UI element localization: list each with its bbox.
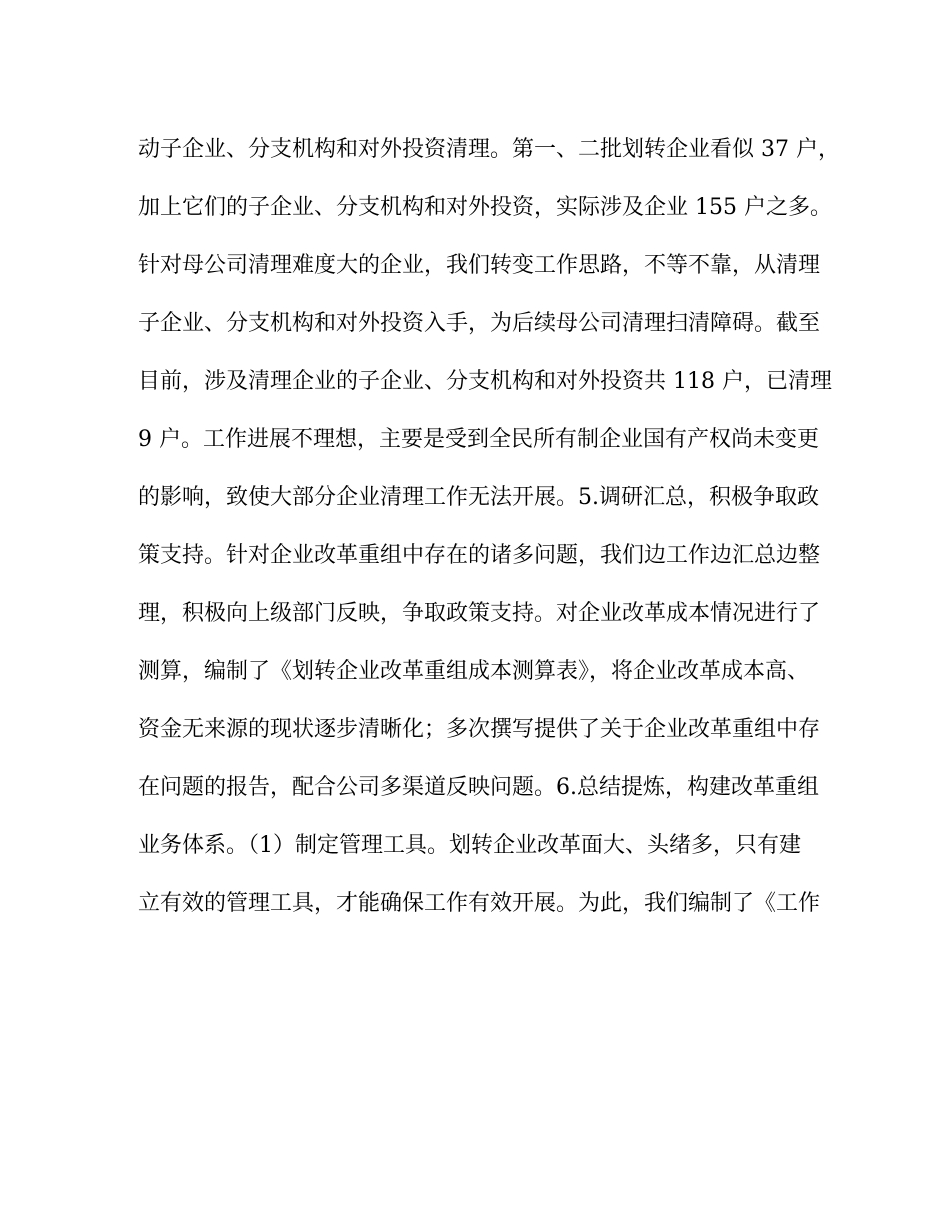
text-line-1: 动子企业、分支机构和对外投资清理。第一、二批划转企业看似 37 户， <box>138 137 840 162</box>
text-line-9: 理，积极向上级部门反映，争取政策支持。对企业改革成本情况进行了 <box>138 601 821 626</box>
text-line-4: 子企业、分支机构和对外投资入手，为后续母公司清理扫清障碍。截至 <box>138 311 821 336</box>
body-text <box>138 121 840 933</box>
text-line-10: 测算，编制了《划转企业改革重组成本测算表》，将企业改革成本高、 <box>138 659 810 684</box>
text-line-12: 在问题的报告，配合公司多渠道反映问题。6.总结提炼，构建改革重组 <box>138 775 819 800</box>
text-line-6: 9 户。工作进展不理想，主要是受到全民所有制企业国有产权尚未变更 <box>138 427 819 452</box>
text-line-14: 立有效的管理工具，才能确保工作有效开展。为此，我们编制了《工作 <box>138 891 821 916</box>
text-line-13: 业务体系。（1）制定管理工具。划转企业改革面大、头绪多，只有建 <box>138 833 801 858</box>
text-line-8: 策支持。针对企业改革重组中存在的诸多问题，我们边工作边汇总边整 <box>138 543 821 568</box>
text-line-7: 的影响，致使大部分企业清理工作无法开展。5.调研汇总，积极争取政 <box>138 485 819 510</box>
text-line-5: 目前，涉及清理企业的子企业、分支机构和对外投资共 118 户，已清理 <box>138 369 832 394</box>
text-line-2: 加上它们的子企业、分支机构和对外投资，实际涉及企业 155 户之多。 <box>138 195 832 220</box>
text-line-11: 资金无来源的现状逐步清晰化；多次撰写提供了关于企业改革重组中存 <box>138 717 821 742</box>
text-line-3: 针对母公司清理难度大的企业，我们转变工作思路，不等不靠，从清理 <box>138 253 821 278</box>
